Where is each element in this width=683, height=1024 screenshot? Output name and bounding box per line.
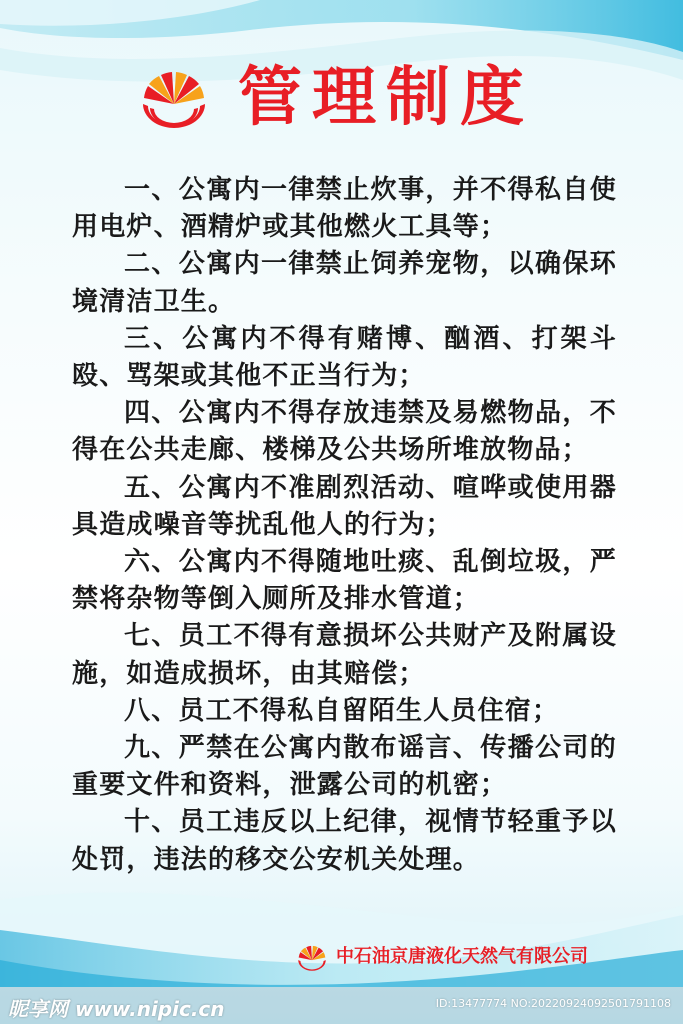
rule-item: 二、公寓内一律禁止饲养宠物，以确保环境清洁卫生。 <box>72 249 617 317</box>
rule-item: 三、公寓内不得有赌博、酗酒、打架斗殴、骂架或其他不正当行为； <box>72 323 617 392</box>
company-name: 中石油京唐液化天然气有限公司 <box>336 946 588 967</box>
watermark-id: ID:13477774 NO:20220924092501791108 <box>435 997 671 1010</box>
rule-item: 八、员工不得私自留陌生人员住宿； <box>124 695 560 726</box>
header <box>0 58 683 138</box>
rules-list <box>72 172 617 879</box>
rule-item: 七、员工不得有意损坏公共财产及附属设施，如造成损坏，由其赔偿； <box>72 621 617 689</box>
rule-item: 一、公寓内一律禁止炊事，并不得私自使用电炉、酒精炉或其他燃火工具等； <box>72 175 617 243</box>
watermark-bar <box>0 987 683 1024</box>
rule-item: 十、员工违反以上纪律，视情节轻重予以处罚，违法的移交公安机关处理。 <box>72 807 617 875</box>
page-title: 管理制度 <box>238 61 534 135</box>
petrochina-logo-icon <box>296 942 328 972</box>
company-footer <box>296 940 636 974</box>
rule-item: 四、公寓内不得存放违禁及易燃物品，不得在公共走廊、楼梯及公共场所堆放物品； <box>72 398 617 466</box>
petrochina-logo-icon <box>138 64 210 130</box>
rule-item: 六、公寓内不得随地吐痰、乱倒垃圾，严禁将杂物等倒入厕所及排水管道； <box>72 547 617 615</box>
watermark-site: 昵享网 www.nipic.cn <box>8 997 225 1021</box>
rule-item: 九、严禁在公寓内散布谣言、传播公司的重要文件和资料，泄露公司的机密； <box>72 733 617 801</box>
rule-item: 五、公寓内不准剧烈活动、喧哗或使用器具造成噪音等扰乱他人的行为； <box>72 472 617 540</box>
